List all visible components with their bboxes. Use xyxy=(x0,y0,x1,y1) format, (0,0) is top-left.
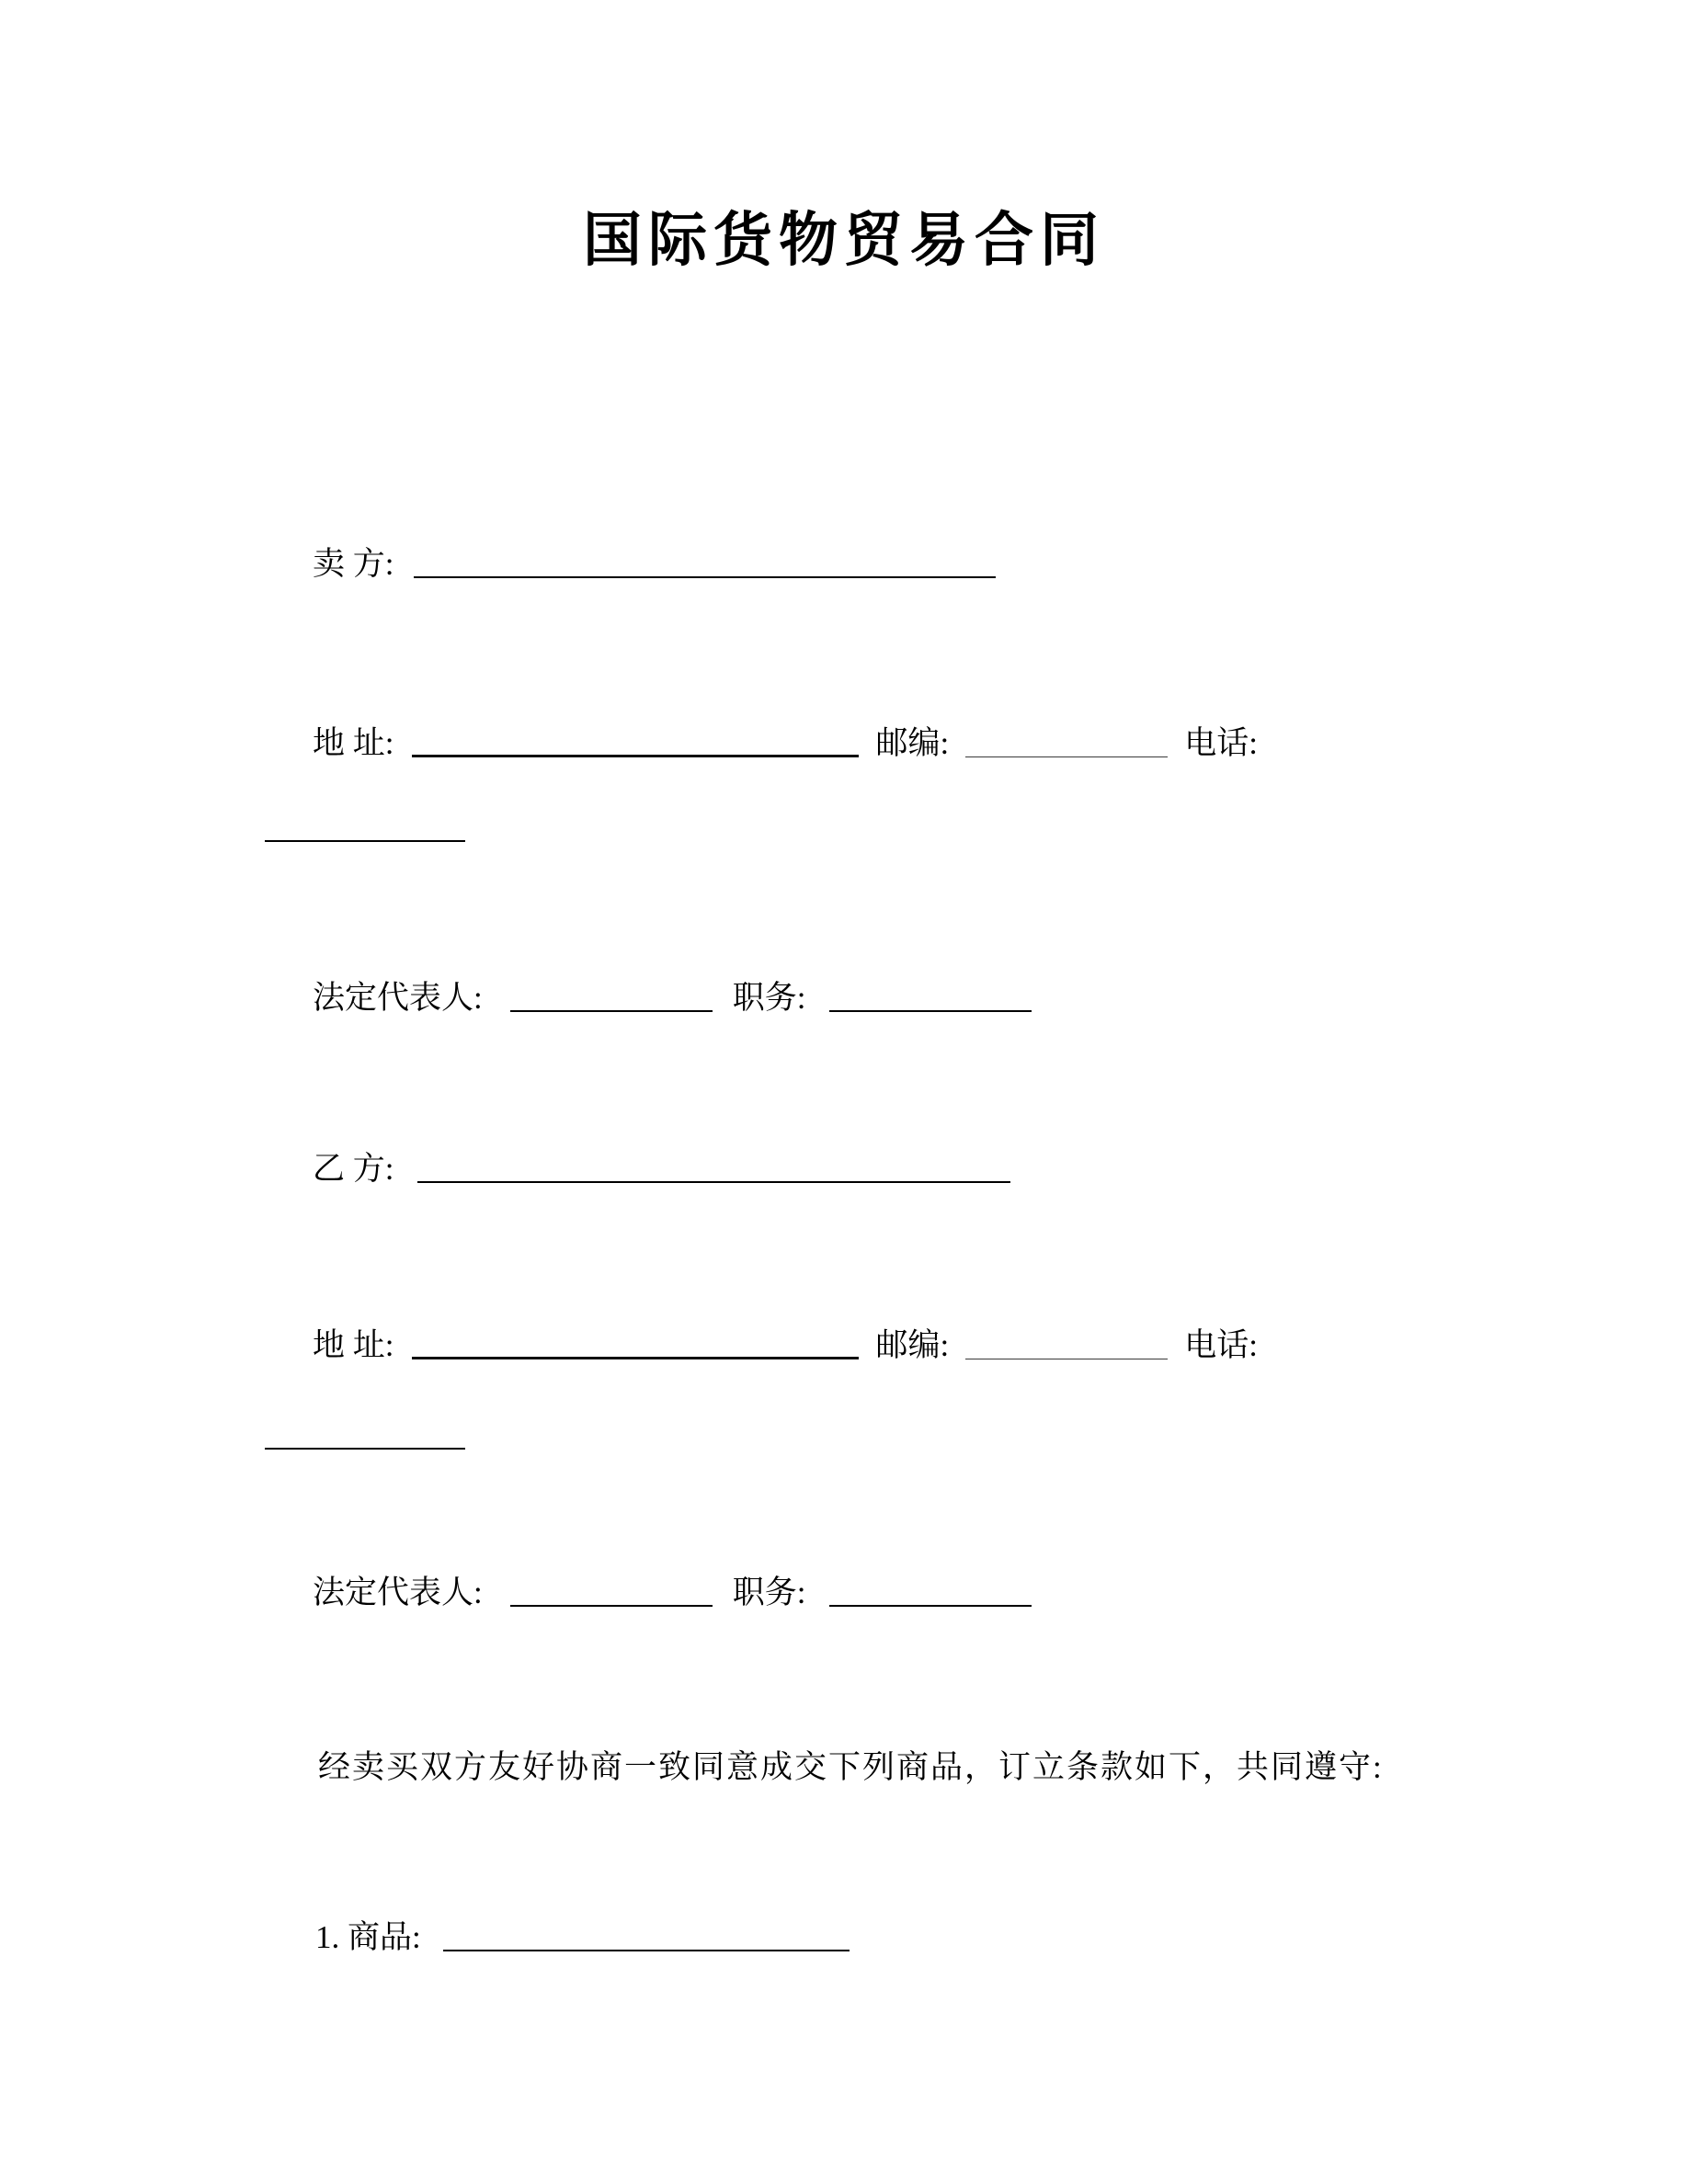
legal-rep-label: 法定代表人: xyxy=(313,1575,483,1610)
party-b-label: 乙 方: xyxy=(313,1151,394,1187)
item-1-row xyxy=(315,1919,850,1956)
party-b-row xyxy=(313,1151,1010,1188)
postcode-blank xyxy=(965,751,1168,757)
seller-label: 卖 方: xyxy=(313,546,394,582)
address-blank xyxy=(412,749,859,757)
phone-blank xyxy=(265,835,465,842)
intro-paragraph: 经卖买双方友好协商一致同意成交下列商品，订立条款如下，共同遵守: xyxy=(318,1749,1384,1785)
postcode-label: 邮编: xyxy=(875,725,950,761)
postcode-blank xyxy=(965,1353,1168,1359)
position-label: 职务: xyxy=(732,980,806,1016)
address-row-party-b xyxy=(248,1301,1436,1481)
address-label: 地 址: xyxy=(313,1327,394,1363)
phone-label: 电话: xyxy=(1184,725,1258,761)
phone-blank xyxy=(265,1442,465,1450)
document-title: 国际货物贸易合同 xyxy=(583,207,1105,273)
address-blank xyxy=(412,1351,859,1359)
position-label: 职务: xyxy=(732,1575,806,1610)
seller-name-blank xyxy=(414,571,996,578)
postcode-label: 邮编: xyxy=(875,1327,950,1363)
legal-rep-blank xyxy=(510,1005,713,1012)
party-b-name-blank xyxy=(417,1176,1010,1183)
address-label: 地 址: xyxy=(313,725,394,761)
position-blank xyxy=(829,1599,1032,1607)
phone-label: 电话: xyxy=(1184,1327,1258,1363)
address-row-seller xyxy=(248,701,1436,870)
legal-rep-blank xyxy=(510,1599,713,1607)
item-1-label: 1. 商品: xyxy=(315,1919,421,1955)
legal-rep-label: 法定代表人: xyxy=(313,980,483,1016)
seller-row xyxy=(313,546,996,583)
legal-rep-row-seller xyxy=(313,980,1032,1017)
item-1-blank xyxy=(443,1944,850,1951)
legal-rep-row-party-b xyxy=(313,1575,1032,1611)
position-blank xyxy=(829,1005,1032,1012)
